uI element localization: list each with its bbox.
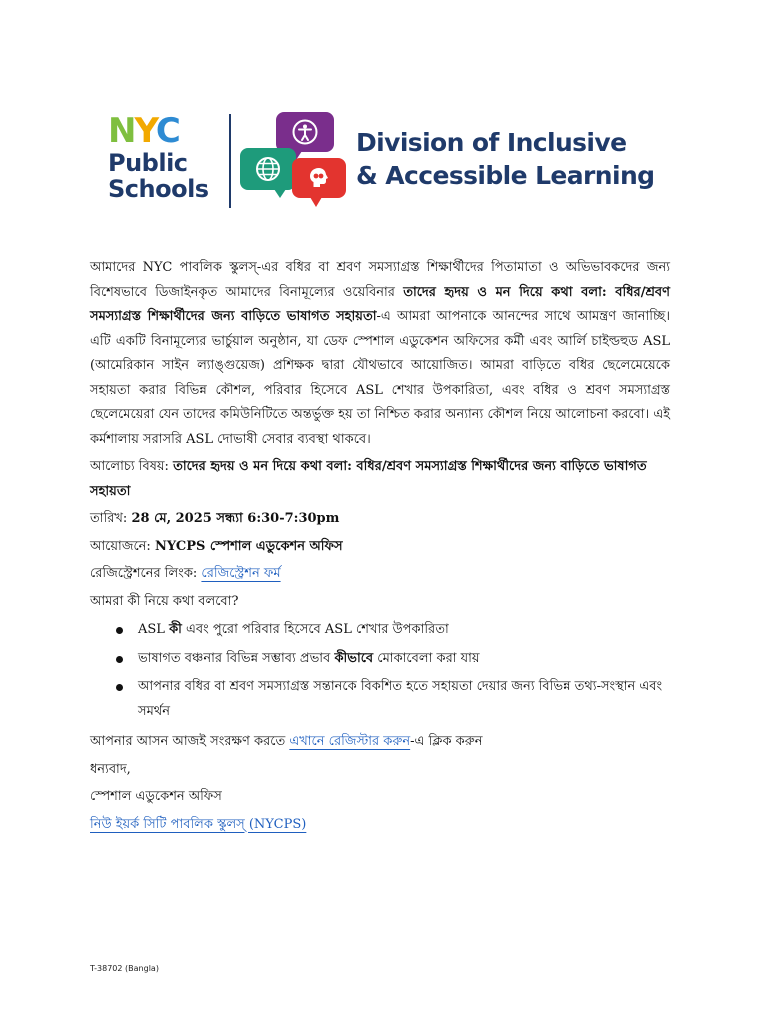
registration-line	[90, 562, 670, 587]
nyc-wordmark	[108, 111, 179, 151]
bullet-text: ভাষাগত বঞ্চনার বিভিন্ন সম্ভাব্য প্রভাব	[138, 650, 335, 666]
logo-divider	[229, 114, 231, 208]
nyc-letter-c: C	[155, 111, 179, 151]
nyc-public-schools-logo	[108, 111, 228, 210]
topic-value: তাদের হৃদয় ও মন দিয়ে কথা বলা: বধির/শ্রবণ সমস্যাগ্রস্ত শিক্ষার্থীদের জন্য বাড়িতে ভাষাগত সহায়তা	[90, 459, 647, 499]
bullet-emphasis: কীভাবে	[334, 650, 374, 666]
topic-label: আলোচ্য বিষয়:	[90, 459, 174, 474]
organizer-line	[90, 535, 670, 560]
nyc-letter-n: N	[108, 111, 135, 151]
logo-public: Public	[108, 149, 188, 177]
date-value: 28 মে, 2025 সন্ধ্যা 6:30-7:30pm	[131, 511, 340, 526]
division-title-line1: Division of Inclusive	[356, 128, 627, 157]
intro-text-2: -এ আমরা আপনাকে আনন্দের সাথে আমন্ত্রণ জানাচ্ছি। এটি একটি বিনামূল্যের ভার্চুয়াল অনুষ্ঠান, যা ডেফ স্পেশাল এডুকেশন অফিসের কর্মী এবং আর্লি চাইল্ডহুড ASL (আমেরিকান সাইন ল্যাঙ্গুয়েজ) প্রশিক্ষক দ্বারা যৌথভাবে আয়োজিত। আমরা বাড়িতে বধির ছেলেমেয়েকে সহায়তা করার বিভিন্ন কৌশল, পরিবার হিসেবে ASL শেখার উপকারিতা, এবং বধির ও শ্রবণ সমস্যাগ্রস্ত ছেলেমেয়েরা যেন তাদের কমিউনিটিতে অন্তর্ভুক্ত হয় তা নিশ্চিত করার অন্যান্য কৌশল নিয়ে আলোচনা করবো। এই কর্মশালায় সরাসরি ASL দোভাষী সেবার ব্যবস্থা থাকবে।	[90, 309, 670, 447]
reserve-text: আপনার আসন আজই সংরক্ষণ করতে	[90, 734, 290, 749]
reserve-line	[90, 730, 670, 755]
bullet-text: এবং পুরো পরিবার হিসেবে ASL শেখার উপকারিতা	[181, 622, 449, 637]
bullet-text: মোকাবেলা করা যায়	[373, 650, 480, 666]
bullet-text: ASL	[138, 622, 170, 637]
date-line	[90, 507, 670, 532]
brain-icon	[292, 158, 346, 198]
footer-code: T-38702 (Bangla)	[90, 964, 159, 973]
accessibility-icon	[276, 112, 334, 152]
logo-schools: Schools	[108, 175, 209, 203]
register-here-link[interactable]: এখানে রেজিস্টার করুন	[289, 734, 411, 749]
list-item	[138, 647, 670, 672]
intro-webinar-title: তাদের হৃদয় ও মন দিয়ে কথা বলা: বধির/শ্রবণ সমস্যাগ্রস্ত শিক্ষার্থীদের জন্য বাড়িতে ভাষাগত সহায়তা	[90, 284, 670, 324]
registration-form-link[interactable]: রেজিস্ট্রেশন ফর্ম	[201, 566, 281, 581]
intro-paragraph	[90, 256, 670, 452]
topic-line	[90, 455, 670, 504]
thanks-line: ধন্যবাদ,	[90, 761, 131, 777]
organizer-value: NYCPS স্পেশাল এডুকেশন অফিস	[154, 538, 343, 554]
list-item	[138, 675, 670, 724]
list-item	[138, 618, 670, 643]
registration-label: রেজিস্ট্রেশনের লিংক:	[90, 566, 202, 581]
division-icons	[240, 112, 346, 212]
intro-text-1: আমাদের NYC পাবলিক স্কুলস্-এর বধির বা শ্রবণ সমস্যাগ্রস্ত শিক্ষার্থীদের পিতামাতা ও অভিভাবকদের জন্য বিশেষভাবে ডিজাইনকৃত আমাদের বিনামূল্যের ওয়েবিনার	[90, 260, 670, 300]
nycps-line	[90, 813, 670, 838]
organizer-label: আয়োজনে:	[90, 538, 155, 554]
header-logo	[108, 112, 668, 212]
bullet-emphasis: কী	[169, 622, 182, 637]
reserve-text-end: -এ ক্লিক করুন	[410, 734, 483, 749]
topics-list	[90, 618, 670, 724]
date-label: তারিখ:	[90, 511, 132, 526]
division-title	[356, 126, 676, 192]
division-title-line2: & Accessible Learning	[356, 161, 655, 190]
discuss-heading: আমরা কী নিয়ে কথা বলবো?	[90, 593, 239, 609]
nyc-letter-y: Y	[134, 111, 156, 151]
office-line: স্পেশাল এডুকেশন অফিস	[90, 789, 222, 804]
bullet-text: আপনার বধির বা শ্রবণ সমস্যাগ্রস্ত সন্তানকে বিকশিত হতে সহায়তা দেয়ার জন্য বিভিন্ন তথ্য-সংস্থান এবং সমর্থন	[138, 679, 663, 719]
flyer-body	[90, 256, 670, 840]
globe-icon	[240, 148, 296, 190]
nycps-link[interactable]: নিউ ইয়র্ক সিটি পাবলিক স্কুলস্ (NYCPS)	[90, 816, 307, 832]
